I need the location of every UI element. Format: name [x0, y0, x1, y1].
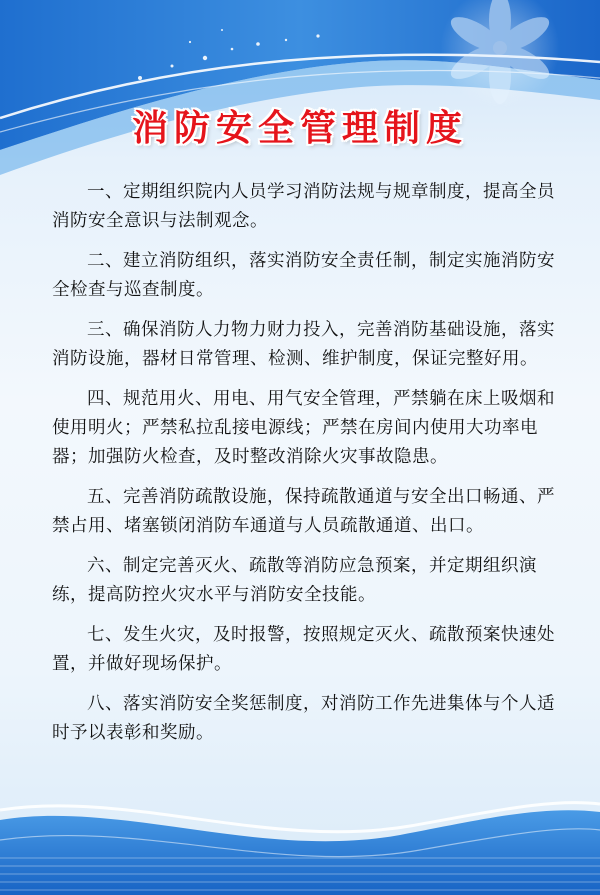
poster-title: 消防安全管理制度	[131, 108, 468, 149]
rule-item: 六、制定完善灭火、疏散等消防应急预案，并定期组织演练，提高防控火灾水平与消防安全技能。	[52, 556, 537, 605]
rule-item: 七、发生火灾，及时报警，按照规定灭火、疏散预案快速处置，并做好现场保护。	[52, 625, 555, 674]
rule-item: 八、落实消防安全奖惩制度，对消防工作先进集体与个人适时予以表彰和奖励。	[52, 694, 555, 743]
rule-item: 五、完善消防疏散设施，保持疏散通道与安全出口畅通、严禁占用、堵塞锁闭消防车通道与人员疏散通道、出口。	[52, 487, 555, 536]
rules-list	[52, 178, 562, 759]
rule-item: 三、确保消防人力物力财力投入，完善消防基础设施，落实消防设施，器材日常管理、检测、维护制度，保证完整好用。	[52, 320, 555, 369]
rule-item: 二、建立消防组织，落实消防安全责任制，制定实施消防安全检查与巡查制度。	[52, 251, 555, 300]
rule-item: 一、定期组织院内人员学习消防法规与规章制度，提高全员消防安全意识与法制观念。	[52, 182, 555, 231]
rule-item: 四、规范用火、用电、用气安全管理，严禁躺在床上吸烟和使用明火；严禁私拉乱接电源线；严禁在房间内使用大功率电器；加强防火检查，及时整改消除火灾事故隐患。	[52, 389, 555, 467]
